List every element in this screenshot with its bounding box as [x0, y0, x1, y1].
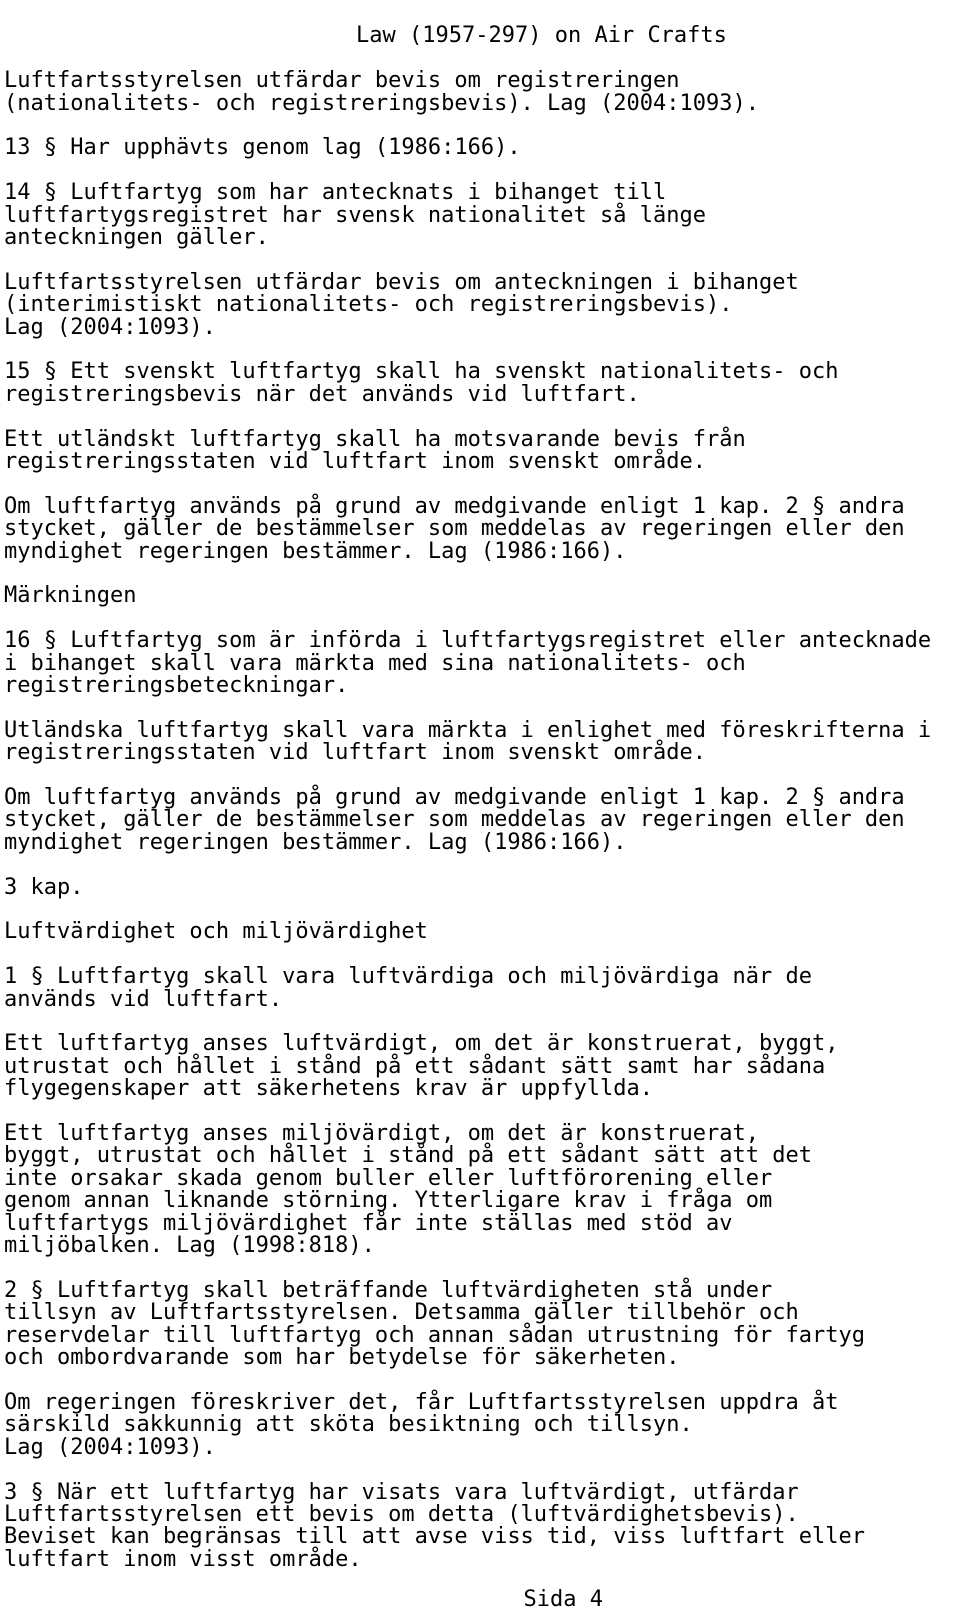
paragraph	[4, 1479, 956, 1572]
text-line: Ett luftfartyg anses luftvärdigt, om det är konstruerat, byggt,	[4, 1031, 839, 1057]
text-line: anteckningen gäller.	[4, 225, 269, 251]
text-line: används vid luftfart.	[4, 986, 283, 1012]
text-line: Lag (2004:1093).	[4, 1434, 216, 1460]
page-footer	[0, 1567, 960, 1612]
text-line: flygegenskaper att säkerhetens krav är uppfyllda.	[4, 1076, 654, 1102]
paragraph	[4, 717, 956, 766]
text-line: genom annan liknande störning. Ytterligare krav i fråga om	[4, 1188, 773, 1214]
text-line: stycket, gäller de bestämmelser som meddelas av regeringen eller den	[4, 807, 905, 833]
text-line: 2 § Luftfartyg skall beträffande luftvärdigheten stå under	[4, 1277, 773, 1303]
text-line: tillsyn av Luftfartsstyrelsen. Detsamma gäller tillbehör och	[4, 1300, 799, 1326]
text-line: 14 § Luftfartyg som har antecknats i bihanget till	[4, 180, 667, 206]
text-line: särskild sakkunnig att sköta besiktning och tillsyn.	[4, 1412, 693, 1438]
text-line: registreringsstaten vid luftfart inom svenskt område.	[4, 740, 706, 766]
text-line: Märkningen	[4, 583, 137, 609]
paragraph	[4, 1389, 956, 1460]
text-line: Beviset kan begränsas till att avse viss tid, viss luftfart eller	[4, 1524, 865, 1550]
text-line: i bihanget skall vara märkta med sina nationalitets- och	[4, 650, 746, 676]
text-line: (interimistiskt nationalitets- och registreringsbevis).	[4, 292, 733, 318]
text-line: Ett luftfartyg anses miljövärdigt, om det är konstruerat,	[4, 1121, 759, 1147]
text-line: luftfartygsregistret har svensk nationalitet så länge	[4, 202, 706, 228]
text-line: Luftvärdighet och miljövärdighet	[4, 919, 428, 945]
text-line: Om luftfartyg används på grund av medgivande enligt 1 kap. 2 § andra	[4, 493, 905, 519]
text-line: Ett utländskt luftfartyg skall ha motsvarande bevis från	[4, 426, 746, 452]
text-line: miljöbalken. Lag (1998:818).	[4, 1233, 375, 1259]
paragraph	[4, 137, 956, 159]
text-line: och ombordvarande som har betydelse för säkerheten.	[4, 1345, 680, 1371]
text-line: 13 § Har upphävts genom lag (1986:166).	[4, 135, 521, 161]
paragraph	[4, 426, 956, 475]
text-line: registreringsstaten vid luftfart inom svenskt område.	[4, 449, 706, 475]
text-line: registreringsbeteckningar.	[4, 673, 349, 699]
text-line: Lag (2004:1093).	[4, 314, 216, 340]
paragraph	[4, 874, 956, 900]
document-title: Law (1957-297) on Air Crafts	[356, 23, 727, 49]
text-line: 15 § Ett svenskt luftfartyg skall ha svenskt nationalitets- och	[4, 359, 839, 385]
text-line: luftfart inom visst område.	[4, 1546, 362, 1572]
text-line: Om luftfartyg används på grund av medgivande enligt 1 kap. 2 § andra	[4, 785, 905, 811]
paragraph	[4, 630, 956, 697]
text-line: reservdelar till luftfartyg och annan sådan utrustning för fartyg	[4, 1322, 865, 1348]
paragraph	[4, 787, 956, 854]
text-line: myndighet regeringen bestämmer. Lag (1986:166).	[4, 829, 627, 855]
text-line: Luftfartsstyrelsen ett bevis om detta (luftvärdighetsbevis).	[4, 1501, 799, 1527]
text-line: Luftfartsstyrelsen utfärdar bevis om anteckningen i bihanget	[4, 269, 799, 295]
paragraph	[4, 585, 956, 607]
text-line: 3 § När ett luftfartyg har visats vara luftvärdigt, utfärdar	[4, 1479, 799, 1505]
text-line: myndighet regeringen bestämmer. Lag (1986:166).	[4, 538, 627, 564]
text-line: utrustat och hållet i stånd på ett sådant sätt samt har sådana	[4, 1053, 826, 1079]
text-line: (nationalitets- och registreringsbevis). Lag (2004:1093).	[4, 90, 759, 116]
paragraph	[4, 182, 956, 249]
text-line: stycket, gäller de bestämmelser som meddelas av regeringen eller den	[4, 516, 905, 542]
paragraph	[4, 1123, 956, 1257]
text-line: Luftfartsstyrelsen utfärdar bevis om registreringen	[4, 68, 680, 94]
paragraph	[4, 361, 956, 406]
text-line: inte orsakar skada genom buller eller luftförorening eller	[4, 1165, 773, 1191]
text-line: 1 § Luftfartyg skall vara luftvärdiga och miljövärdiga när de	[4, 964, 812, 990]
text-line: Om regeringen föreskriver det, får Luftfartsstyrelsen uppdra åt	[4, 1389, 839, 1415]
text-line: byggt, utrustat och hållet i stånd på ett sådant sätt att det	[4, 1143, 812, 1169]
paragraph	[4, 493, 956, 564]
document-body	[4, 70, 956, 1571]
text-line: 16 § Luftfartyg som är införda i luftfartygsregistret eller antecknade	[4, 628, 932, 654]
document-page	[4, 3, 956, 1594]
page-header	[4, 3, 956, 70]
paragraph	[4, 70, 956, 115]
page-number: Sida 4	[523, 1587, 603, 1612]
text-line: Utländska luftfartyg skall vara märkta i enlighet med föreskrifterna i	[4, 717, 932, 743]
paragraph	[4, 269, 956, 340]
text-line: 3 kap.	[4, 874, 84, 900]
text-line: luftfartygs miljövärdighet får inte ställas med stöd av	[4, 1210, 733, 1236]
text-line: registreringsbevis när det används vid luftfart.	[4, 381, 640, 407]
paragraph	[4, 966, 956, 1011]
paragraph	[4, 1033, 956, 1100]
paragraph	[4, 1277, 956, 1371]
paragraph	[4, 921, 956, 943]
